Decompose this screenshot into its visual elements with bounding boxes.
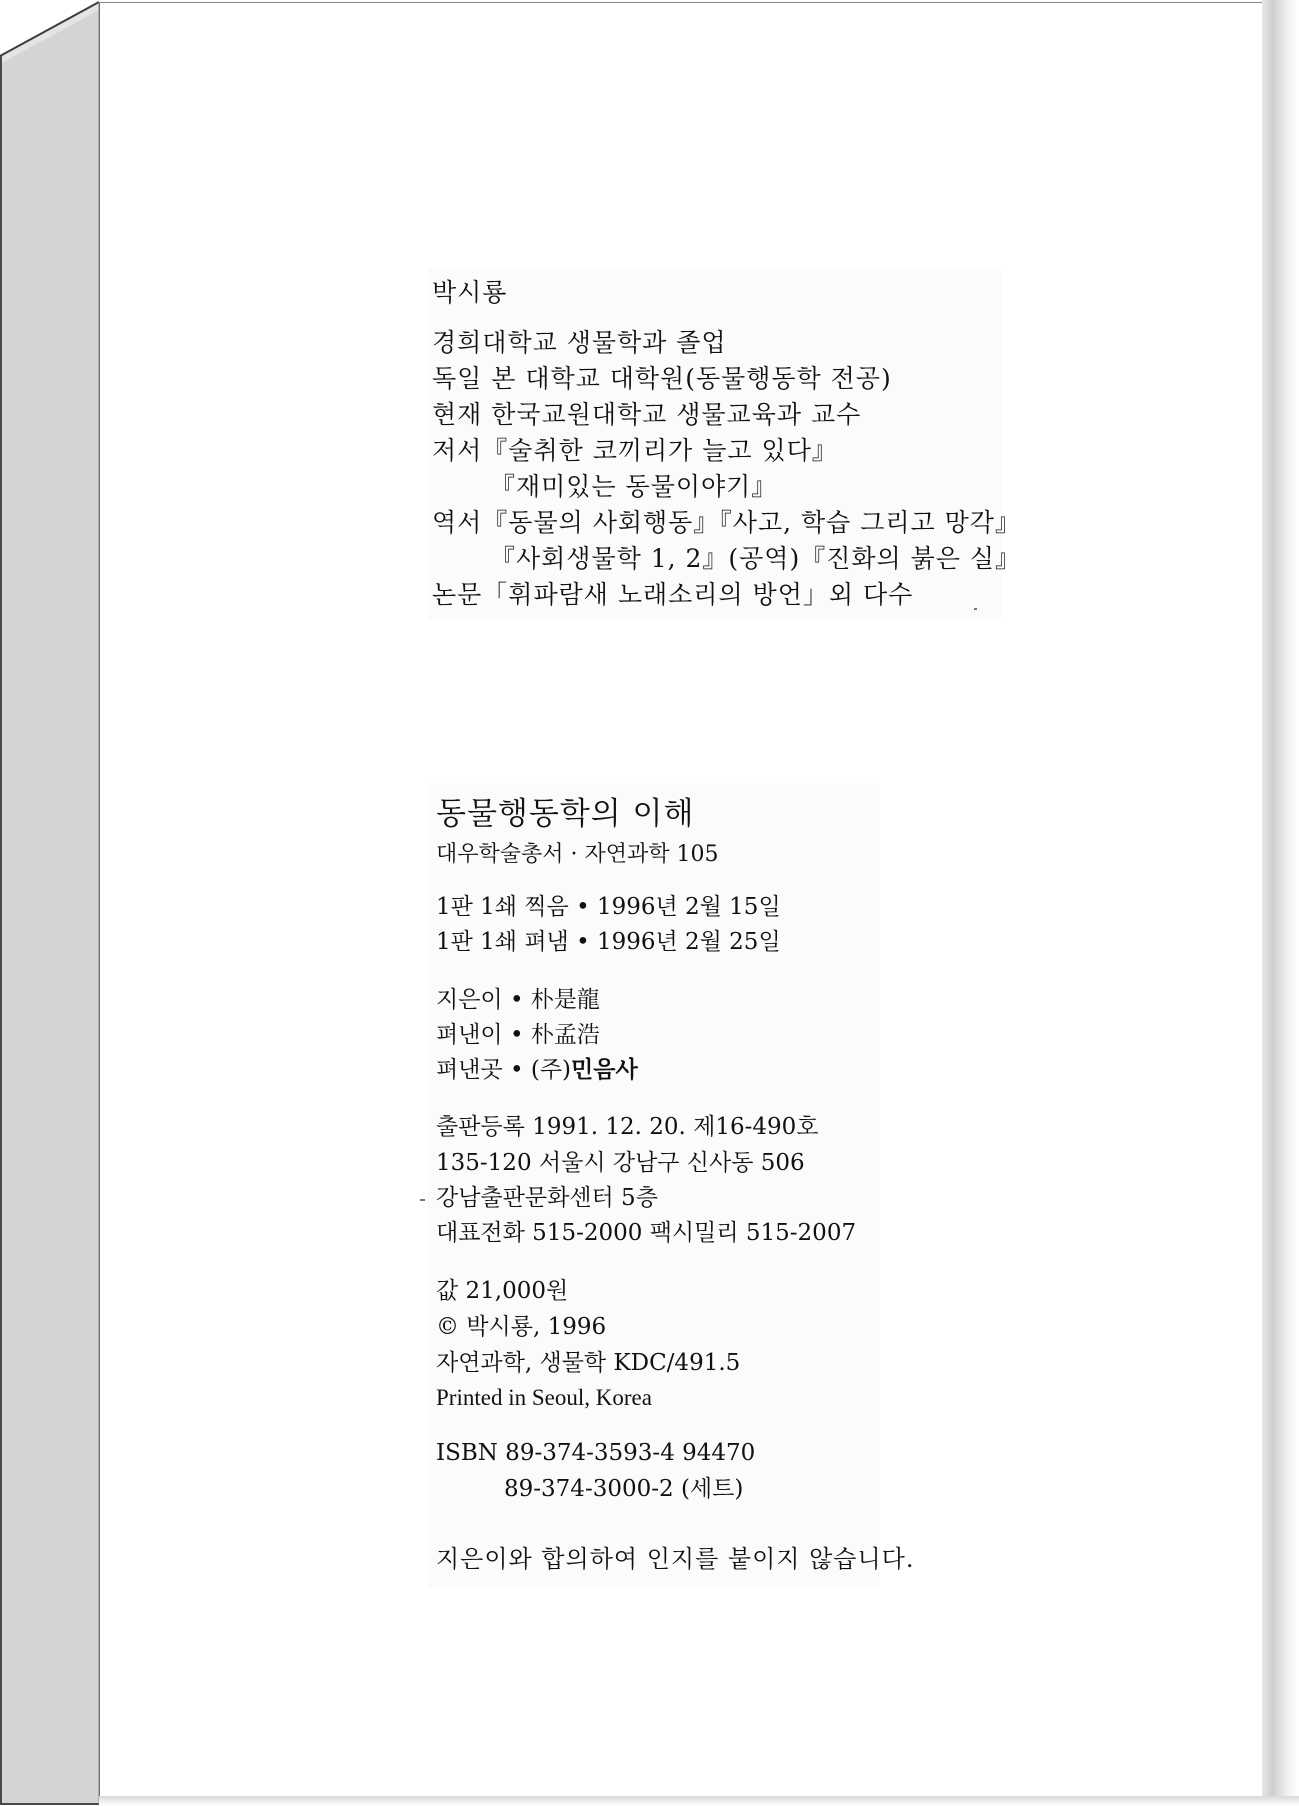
book-spine <box>0 0 100 1806</box>
classification: 자연과학, 생물학 KDC/491.5 <box>436 1350 741 1376</box>
bio-line: 현재 한국교원대학교 생물교육과 교수 <box>432 400 862 429</box>
isbn-line: 89-374-3000-2 (세트) <box>504 1476 744 1502</box>
bio-line: 역서『동물의 사회행동』『사고, 학습 그리고 망각』 <box>432 508 1021 537</box>
bio-line: 독일 본 대학교 대학원(동물행동학 전공) <box>432 364 892 393</box>
copyright: © 박시룡, 1996 <box>436 1314 607 1340</box>
bio-line: 저서『술취한 코끼리가 늘고 있다』 <box>432 436 838 465</box>
address-line: 강남출판문화센터 5층 <box>436 1185 658 1211</box>
author-credit: 지은이 • 朴是龍 <box>436 987 600 1013</box>
publisher-person: 펴낸이 • 朴孟浩 <box>436 1022 600 1048</box>
author-bio <box>428 268 1022 620</box>
printing-date: 1판 1쇄 찍음 • 1996년 2월 15일 <box>436 894 781 920</box>
book-title: 동물행동학의 이해 <box>436 796 695 832</box>
seal-notice: 지은이와 합의하여 인지를 붙이지 않습니다. <box>436 1545 915 1573</box>
publisher-credit <box>436 1056 638 1084</box>
bio-line: 논문「휘파람새 노래소리의 방언」외 다수 <box>432 580 914 609</box>
phone-fax: 대표전화 515-2000 팩시밀리 515-2007 <box>436 1220 857 1246</box>
page-bottom-shadow <box>99 1796 1299 1806</box>
isbn-line: ISBN 89-374-3593-4 94470 <box>436 1440 756 1466</box>
colophon <box>428 783 915 1588</box>
price: 값 21,000원 <box>436 1278 569 1304</box>
publisher-label: 펴낸곳 • (주) <box>436 1057 572 1083</box>
bio-line: 『사회생물학 1, 2』(공역)『진화의 붉은 실』 <box>490 544 1022 573</box>
publishing-date: 1판 1쇄 펴냄 • 1996년 2월 25일 <box>436 929 781 955</box>
address-line: 135-120 서울시 강남구 신사동 506 <box>436 1150 805 1176</box>
printed-in: Printed in Seoul, Korea <box>436 1385 652 1410</box>
print-speck <box>974 608 977 610</box>
page-edge-shadow <box>1262 0 1299 1806</box>
series-name: 대우학술총서 · 자연과학 105 <box>436 842 719 867</box>
bio-line: 경희대학교 생물학과 졸업 <box>432 328 727 357</box>
publisher-brand: 민음사 <box>571 1057 638 1083</box>
author-name: 박시룡 <box>432 278 508 307</box>
print-speck <box>420 1199 425 1201</box>
registration: 출판등록 1991. 12. 20. 제16-490호 <box>436 1114 819 1140</box>
bio-line: 『재미있는 동물이야기』 <box>490 472 778 501</box>
